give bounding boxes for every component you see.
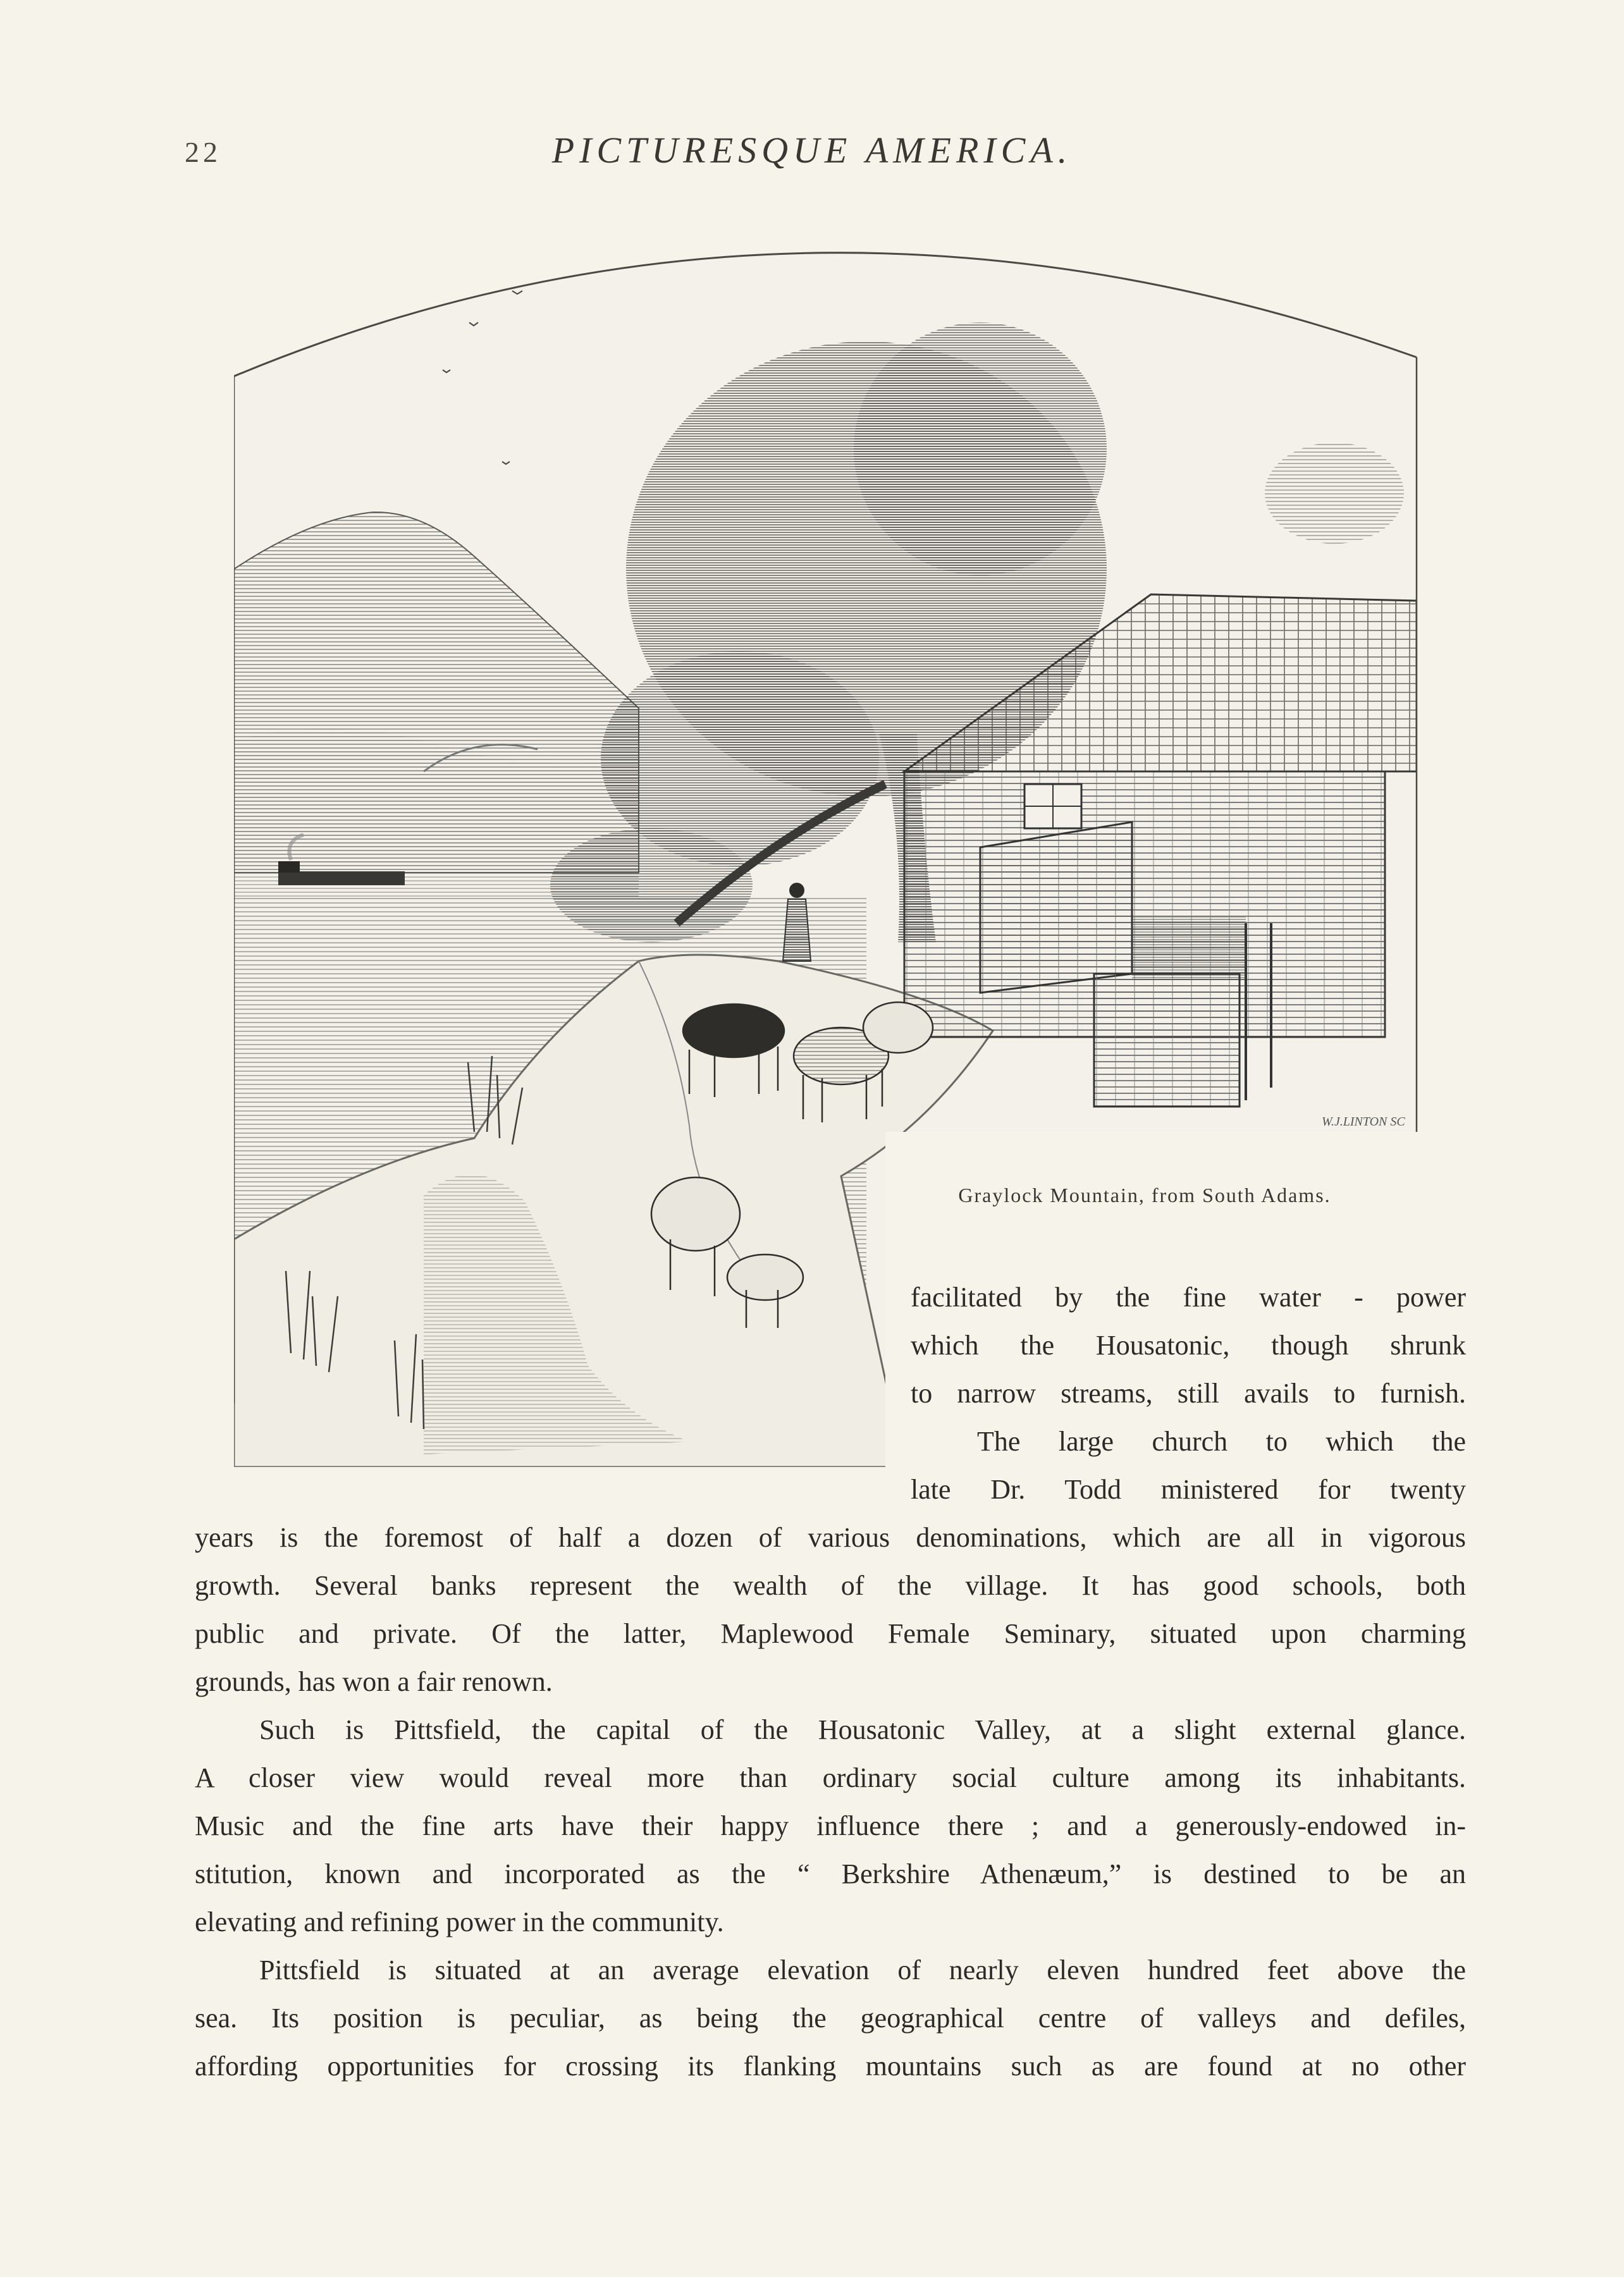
- text-line: public and private. Of the latter, Maplewood Female Seminary, situated upon charming: [195, 1618, 1466, 1649]
- text-line: Pittsfield is situated at an average elevation of nearly eleven hundred feet above the: [259, 1955, 1466, 1985]
- text-line: The large church to which the: [977, 1426, 1466, 1457]
- text-line: grounds, has won a fair renown.: [195, 1666, 553, 1697]
- engraving-illustration: [234, 215, 1436, 1467]
- text-line: affording opportunities for crossing its flanking mountains such as are found at no other: [195, 2051, 1466, 2082]
- text-line: Such is Pittsfield, the capital of the Housatonic Valley, at a slight external glance.: [259, 1714, 1466, 1745]
- text-line: which the Housatonic, though shrunk: [911, 1330, 1466, 1361]
- text-line: facilitated by the fine water - power: [911, 1282, 1466, 1313]
- page-number: 22: [185, 136, 221, 168]
- text-line: A closer view would reveal more than ordinary social culture among its inhabitants.: [195, 1762, 1466, 1793]
- running-title: PICTURESQUE AMERICA.: [551, 130, 1073, 171]
- text-line: to narrow streams, still avails to furnish.: [911, 1378, 1466, 1409]
- engraver-signature: W.J.LINTON SC: [1322, 1115, 1405, 1129]
- text-line: elevating and refining power in the community.: [195, 1906, 724, 1937]
- text-line: stitution, known and incorporated as the “ Berkshire Athenæum,” is destined to be an: [195, 1858, 1466, 1889]
- text-line: years is the foremost of half a dozen of various denominations, which are all in vigorous: [195, 1522, 1466, 1553]
- text-line: late Dr. Todd ministered for twenty: [911, 1474, 1466, 1505]
- text-line: Music and the fine arts have their happy influence there ; and a generously-endowed in-: [195, 1810, 1466, 1841]
- text-line: growth. Several banks represent the wealth of the village. It has good schools, both: [195, 1570, 1466, 1601]
- illustration-caption: Graylock Mountain, from South Adams.: [958, 1184, 1331, 1206]
- text-line: sea. Its position is peculiar, as being the geographical centre of valleys and defiles,: [195, 2003, 1466, 2034]
